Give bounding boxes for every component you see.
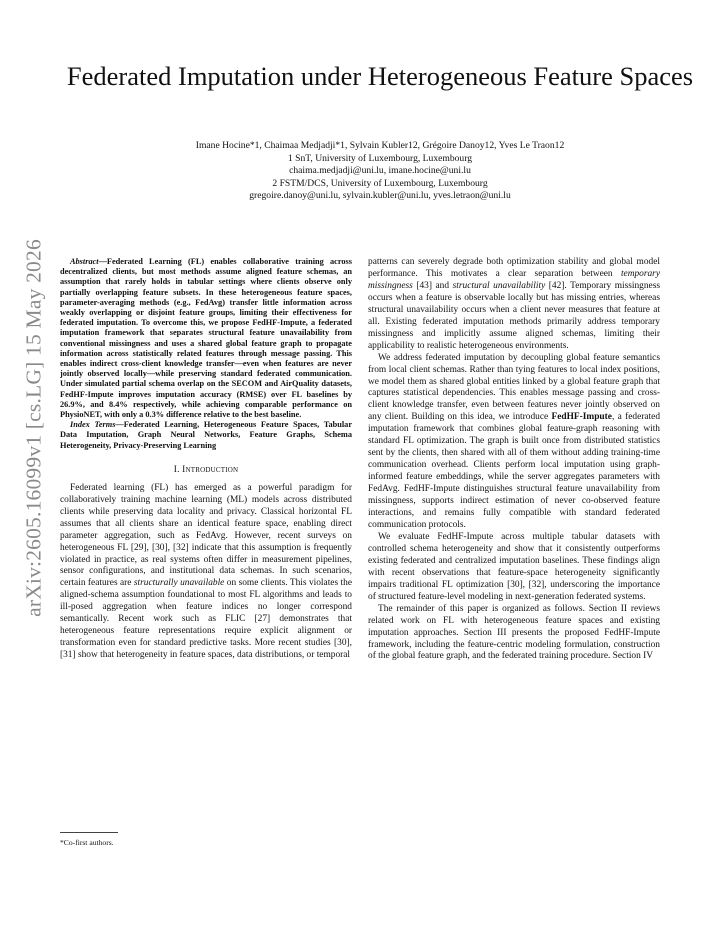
affiliation-1: 1 SnT, University of Luxembourg, Luxembourg — [287, 152, 473, 164]
right-paragraph-1 — [368, 257, 660, 353]
intro-p1-text-b: on some clients. This violates the aligned-schema assumption foundational to most FL algorithms and leads to ill-posed aggregation when feature indices no longer correspond semantically. Recent work such as FLIC [27] demonstrates that heterogeneous feature representations require explicit alignment or transformation even for standard predictive tasks. More recent studies [30], [31] show that heterogeneity in feature spaces, data distributions, or temporal — [60, 578, 352, 661]
right-p1-text-a: patterns can severely degrade both optimization stability and global model performance. This motivates a clear separation between — [368, 257, 660, 279]
email-2: gregoire.danoy@uni.lu, sylvain.kubler@uni.lu, yves.letraon@uni.lu — [249, 190, 511, 202]
index-terms-text: —Federated Learning, Heterogeneous Feature Spaces, Tabular Data Imputation, Graph Neural Networks, Feature Graphs, Schema Heterogeneity, Privacy-Preserving Learning — [60, 420, 352, 450]
right-p2-text-b: , a federated imputation framework that combines global feature-graph reasoning with standard FL optimization. The graph is built once from distributed statistics sent by the clients, then shared with all of them without adding training-time communication overhead. Clients perform local imputation using graph-informed feature embeddings, while the server aggregates parameters with FedAvg. FedHF-Impute distinguishes structural feature unavailability from missingness, supports indirect estimation of never co-observed feature interactions, and remains fully compatible with standard federated communication protocols. — [368, 412, 661, 530]
right-paragraph-2 — [368, 353, 660, 532]
abstract-text: —Federated Learning (FL) enables collaborative training across decentralized clients, but most methods assume aligned feature schemas, an assumption that rarely holds in tabular settings where clients observe only partially overlapping feature subsets. In these heterogeneous feature spaces, parameter-averaging methods (e.g., FedAvg) transfer little information across weakly overlapping or disjoint feature groups, limiting their effectiveness for federated imputation. To overcome this, we propose FedHF-Impute, a federated imputation framework that separates structural feature unavailability from conventional missingness and uses a shared global feature graph to propagate information across statistically related features through message passing. This enables indirect cross-client knowledge transfer—even when features are never jointly observed locally—while preserving standard federated communication. Under simulated partial schema overlap on the SECOM and AirQuality datasets, FedHF-Impute improves imputation accuracy (RMSE) over FL baselines by 26.9%, and 8.4% respectively, while achieving comparable performance on PhysioNET, with only a 0.3% difference relative to the best baseline. — [60, 257, 352, 420]
footnote-rule — [60, 832, 118, 833]
right-p1-emphasis-2: structural unavailability — [452, 280, 546, 291]
left-column — [60, 257, 352, 662]
author-block — [40, 140, 720, 203]
intro-paragraph-1 — [60, 483, 352, 662]
right-p1-text-c: [42]. Temporary missingness occurs when a feature is observable locally but has missing entries, whereas structural unavailability occurs when a client never measures that feature at all. Existing federated imputation methods primarily address temporary missingness and implicitly assume aligned schemas, limiting their applicability to realistic heterogeneous environments. — [368, 280, 661, 351]
right-p1-text-b: [43] and — [412, 280, 453, 291]
arxiv-stamp-text: arXiv:2605.16099v1 [cs.LG] 15 May 2026 — [21, 239, 46, 617]
section-heading-introduction: I. Introduction — [173, 464, 239, 475]
abstract-label: Abstract — [70, 257, 99, 266]
intro-p1-emphasis: structurally unavailable — [133, 578, 225, 589]
abstract — [60, 257, 352, 420]
right-p1-emphasis-1: temporary missingness — [368, 268, 660, 291]
email-1: chaima.medjadji@uni.lu, imane.hocine@uni.lu — [289, 165, 471, 177]
right-paragraph-4: The remainder of this paper is organized as follows. Section II reviews related work on FL with heterogeneous feature spaces and existing imputation approaches. Section III presents the proposed FedHF-Impute framework, including the feature-centric modeling formulation, construction of the global feature graph, and the federated training procedure. Section IV — [368, 603, 660, 662]
affiliation-2: 2 FSTM/DCS, University of Luxembourg, Luxembourg — [272, 177, 488, 189]
intro-p1-text-a: Federated learning (FL) has emerged as a powerful paradigm for collaboratively training machine learning (ML) models across distributed clients while preserving data locality and privacy. Classical horizontal FL assumes that all clients share an identical feature space, enabling direct parameter aggregation, such as FedAvg. However, recent surveys on heterogeneous FL [29], [30], [32] indicate that this assumption is frequently violated in practice, as real systems often differ in measurement pipelines, sensor configurations, and institutional data schemas. In such scenarios, certain features are — [60, 482, 352, 589]
right-column — [368, 257, 660, 663]
author-list: Imane Hocine*1, Chaimaa Medjadji*1, Sylvain Kubler12, Grégoire Danoy12, Yves Le Traon12 — [195, 140, 565, 151]
footnote: *Co-first authors. — [60, 838, 114, 847]
index-terms-label: Index Terms — [70, 420, 116, 430]
right-paragraph-3: We evaluate FedHF-Impute across multiple tabular datasets with controlled schema heterogeneity and show that it consistently outperforms existing federated and centralized imputation baselines. These findings align with recent observations that feature-space heterogeneity significantly impairs traditional FL optimization [30], [32], underscoring the importance of structured feature-level modeling in next-generation federated systems. — [368, 531, 660, 602]
method-name: FedHF-Impute — [551, 412, 612, 423]
right-p2-text-a: We address federated imputation by decoupling global feature semantics from local client schemas. Rather than tying features to local index positions, we model them as shared global entities linked by a global feature graph that captures statistical dependencies. This enables message passing and cross-client knowledge transfer, even between features never jointly observed on any client. Building on this idea, we introduce — [368, 352, 660, 423]
index-terms — [60, 420, 352, 451]
paper-title: Federated Imputation under Heterogeneous Feature Spaces — [66, 61, 694, 91]
